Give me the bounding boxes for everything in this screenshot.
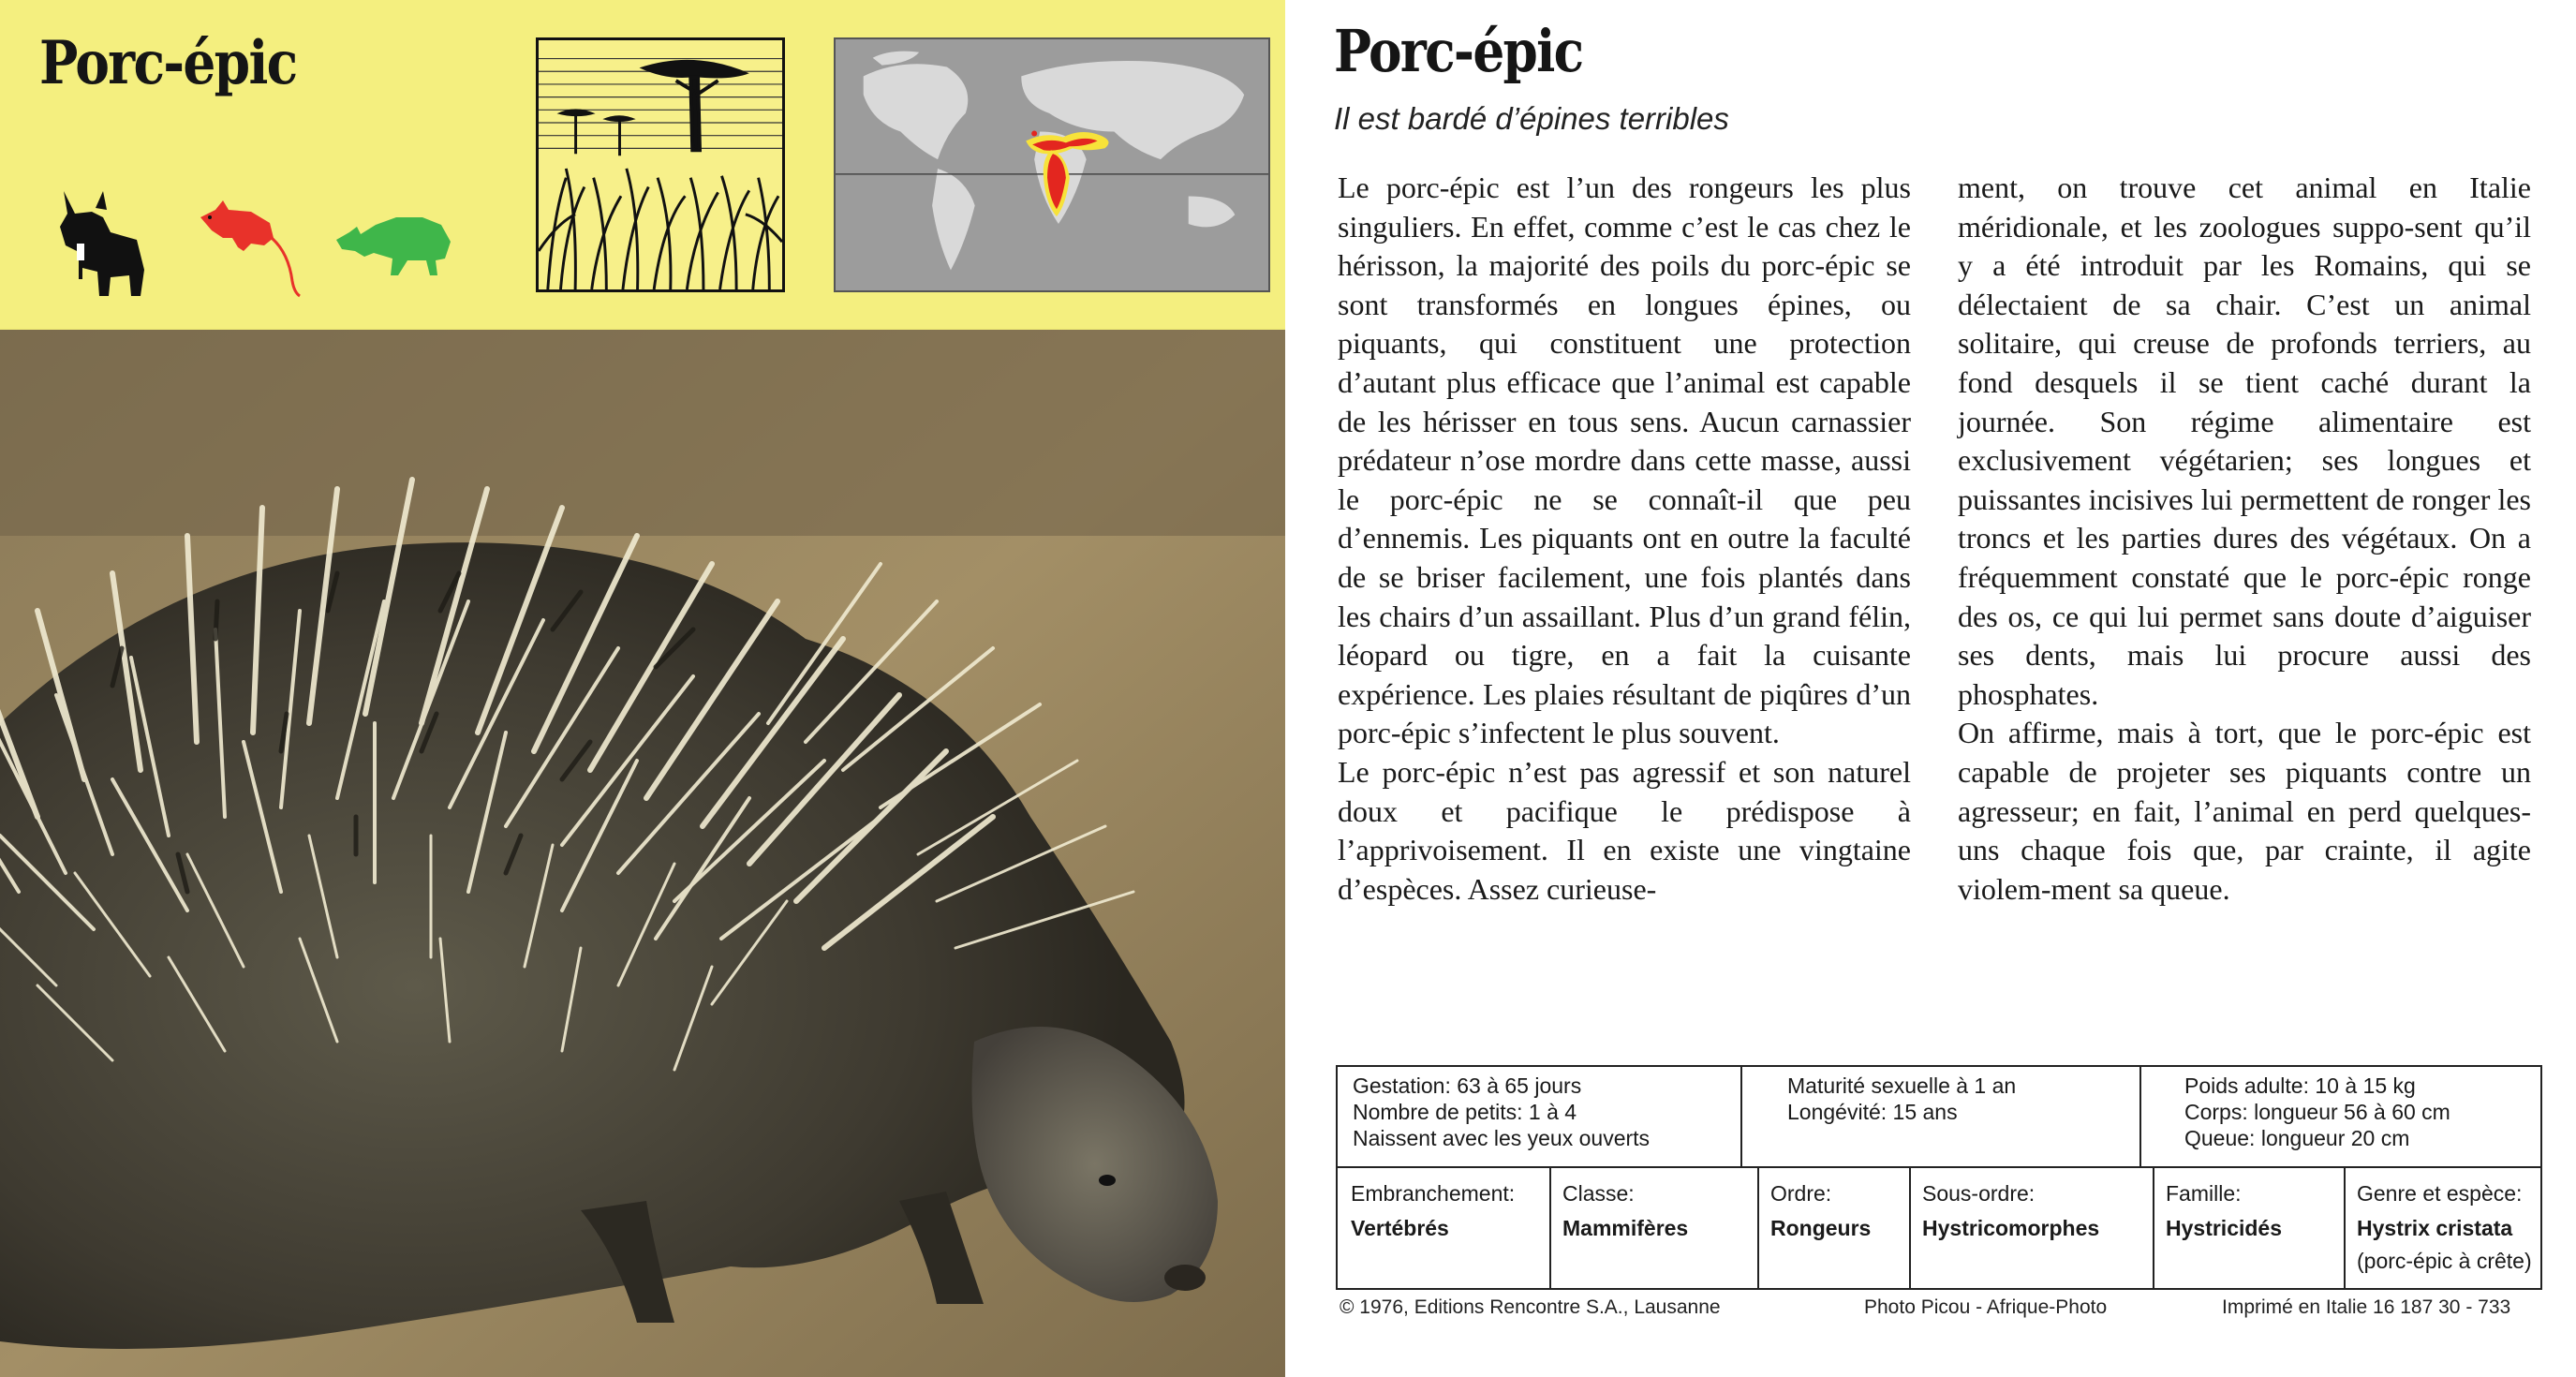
rodent-icon <box>333 204 454 279</box>
paragraph: Le porc-épic n’est pas agressif et son naturel doux et pacifique le prédispose à l’apprivoisement. Il en existe une vingtaine d’espèces. Assez curieuse- <box>1338 754 1911 906</box>
size-cell: Poids adulte: 10 à 15 kg Corps: longueur 56 à 60 cm Queue: longueur 20 cm <box>2184 1073 2450 1150</box>
paragraph: ment, on trouve cet animal en Italie méridionale, et les zoologues suppo-sent qu’il y a été introduit par les Romains, qui se délectaient de sa chair. C’est un animal solitaire, qui creuse de profonds terriers, au fond desquels il se tient caché durant la journée. Son régime alimentaire est exclusivement végétarien; ses longues et puissantes incisives lui permettent de ronger les troncs et les parties dures des végétaux. On a fréquemment constaté que le porc-épic ronge des os, ce qui lui permet sans doute d’aiguiser ses dents, mais lui procure aussi des phosphates. <box>1958 170 2531 711</box>
copyright-text: © 1976, Editions Rencontre S.A., Lausanne <box>1340 1296 1721 1318</box>
rat-icon <box>195 197 312 300</box>
maturity-cell: Maturité sexuelle à 1 an Longévité: 15 ans <box>1787 1073 2017 1124</box>
text-column-right <box>1958 169 2531 909</box>
paragraph: On affirme, mais à tort, que le porc-épic est capable de projeter ses piquants contre un agresseur; en fait, l’animal en perd quelques-uns chaque fois que, par crainte, il agite violem-ment sa queue. <box>1958 716 2531 906</box>
taxonomy-embranchement: Embranchement: Vertébrés <box>1351 1181 1516 1240</box>
paragraph: Le porc-épic est l’un des rongeurs les plus singuliers. En effet, comme c’est le cas chez le hérisson, la majorité des poils du porc-épic se sont transformés en longues épines, ou piquants, qui constituent une protection d’autant plus efficace que l’animal est capable de les hérisser en tous sens. Aucun carnassier prédateur n’ose mordre dans cette masse, aussi le porc-épic ne se connaît-il que peu d’ennemis. Les piquants ont en outre la faculté de se briser facilement, une fois plantés dans les chairs d’un assaillant. Plus d’un grand félin, léopard ou tigre, en a fait la cuisante expérience. Les plaies résultant de piqûres d’un porc-épic s’infectent le plus souvent. <box>1338 170 1911 750</box>
text-column-left <box>1338 169 1911 909</box>
taxonomy-genre-espece: Genre et espèce: Hystrix cristata (porc-épic à crête) <box>2357 1181 2532 1273</box>
photo-credit-text: Photo Picou - Afrique-Photo <box>1864 1296 2108 1318</box>
text-subtitle: Il est bardé d’épines terribles <box>1334 101 1729 136</box>
taxonomy-famille: Famille: Hystricidés <box>2166 1181 2283 1240</box>
taxonomy-row <box>1338 1168 2540 1290</box>
facts-row <box>1338 1067 2540 1168</box>
card-title: Porc-épic <box>39 28 297 98</box>
distribution-map <box>834 37 1270 292</box>
gestation-cell: Gestation: 63 à 65 jours Nombre de petits: 1 à 4 Naissent avec les yeux ouverts <box>1353 1073 1651 1150</box>
porcupine-photo <box>0 330 1285 1377</box>
picture-card <box>0 0 1285 1377</box>
taxonomy-ordre: Ordre: Rongeurs <box>1770 1181 1872 1240</box>
text-title: Porc-épic <box>1334 17 1583 85</box>
taxonomy-classe: Classe: Mammifères <box>1562 1181 1689 1240</box>
print-info-text: Imprimé en Italie 16 187 30 - 733 <box>2222 1296 2511 1318</box>
facts-table <box>1336 1065 2542 1290</box>
cow-icon <box>54 185 148 298</box>
taxonomy-sous-ordre: Sous-ordre: Hystricomorphes <box>1922 1181 2100 1240</box>
savanna-habitat-illustration <box>536 37 785 292</box>
